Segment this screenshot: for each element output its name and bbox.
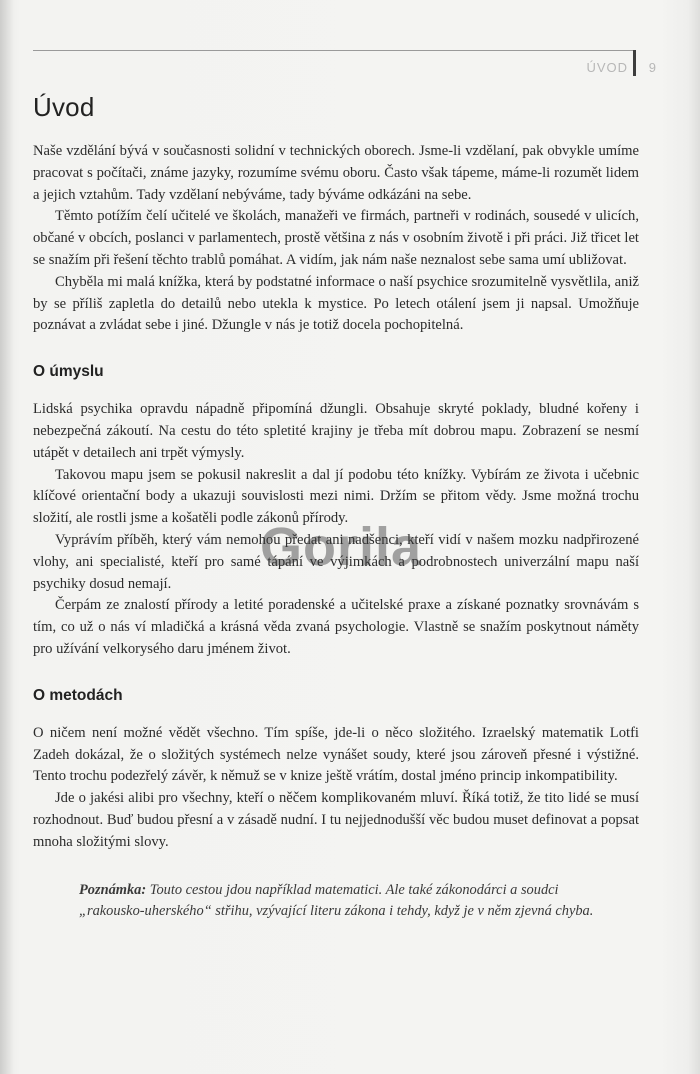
running-head-divider [633, 50, 636, 76]
note-label: Poznámka: [79, 881, 147, 898]
page-number: 9 [648, 60, 656, 75]
section-heading-umysl: O úmyslu [33, 363, 104, 381]
intro-paragraph-2: Těmto potížím čelí učitelé ve školách, manažeři ve firmách, partneři v rodinách, sousedé v ulicích, občané v obcích, poslanci v parlamentech, prostě většina z nás v osobním životě i při práci. Již třicet let se snažím při řešení těchto trablů pomáhat. A vidím, jak nám naše neznalost sebe sama umí ubližovat. [33, 208, 639, 268]
page-content [33, 92, 639, 923]
header-rule [33, 50, 633, 51]
watermark-logo: Gorila [260, 517, 423, 577]
umysl-paragraph-2: Takovou mapu jsem se pokusil nakreslit a dal jí podobu této knížky. Vybírám ze života i učebnic klíčové orientační body a ukazuji souvislosti mezi nimi. Držím se přitom vědy. Jsme možná trochu složití, ale rostli jsme a košatěli podle zákonů přírody. [33, 466, 639, 527]
note-text: Touto cestou jdou například matematici. Ale také zákonodárci a soudci „rakousko-uherského“ střihu, vzývající literu zákona i tehdy, když je v něm zjevná chyba. [79, 881, 594, 920]
umysl-paragraph-3: Vyprávím příběh, který vám nemohou předat ani nadšenci, kteří vidí v našem mozku nadpřirozené vlohy, ani specialisté, kteří pro samé tápání ve výjimkách a podrobnostech univerzální mapu naší psychiky dosud nemají. [33, 531, 639, 592]
page-edge-shadow [688, 0, 700, 1074]
umysl-paragraph-4: Čerpám ze znalostí přírody a letité poradenské a učitelské praxe a získané poznatky srovnávám s tím, co už o nás ví mladičká a krásná věda zvaná psychologie. Vlastně se snažím poskytnout náměty pro užívání velkorysého daru jménem život. [33, 597, 639, 657]
metody-paragraph-2: Jde o jakési alibi pro všechny, kteří o něčem komplikovaném mluví. Říká totiž, že tito lidé se musí rozhodnout. Buď budou přesní a v zásadě nudní. I tu nejjednodušší věc budou muset definovat a popsat mnoha složitými slovy. [33, 790, 639, 850]
running-head: ÚVOD [586, 60, 628, 75]
umysl-paragraph-1: Lidská psychika opravdu nápadně připomíná džungli. Obsahuje skryté poklady, bludné kořeny i nebezpečná zákoutí. Na cestu do této spletité krajiny je třeba mít dobrou mapu. Zobrazení se nesmí utápět v detailech ani trpět výmysly. [33, 401, 639, 461]
note-block [79, 880, 617, 924]
metody-paragraph-1: O ničem není možné vědět všechno. Tím spíše, jde-li o něco složitého. Izraelský matematik Lotfi Zadeh dokázal, že o složitých systémech nelze vynášet soudy, které jsou zároveň přesné i výstižné. Tento trochu podezřelý závěr, k němuž se v knize ještě vrátím, dostal jméno princip inkompatibility. [33, 724, 639, 785]
spine-shadow [0, 0, 14, 1074]
intro-paragraph-1: Naše vzdělání bývá v současnosti solidní v technických oborech. Jsme-li vzdělaní, pak obvykle umíme pracovat s počítači, známe jazyky, rozumíme svému oboru. Často však tápeme, máme-li rozumět lidem a jejich vztahům. Tady vzdělaní nebýváme, tady býváme odkázáni na sebe. [33, 143, 639, 203]
chapter-title: Úvod [33, 92, 95, 122]
section-heading-metody: O metodách [33, 686, 123, 704]
intro-paragraph-3: Chyběla mi malá knížka, která by podstatné informace o naší psychice srozumitelně vysvětlila, aniž by se příliš zapletla do detailů nebo utekla k mystice. Po letech otálení jsem ji napsal. Umožňuje poznávat a zvládat sebe i jiné. Džungle v nás je totiž docela pochopitelná. [33, 273, 639, 334]
